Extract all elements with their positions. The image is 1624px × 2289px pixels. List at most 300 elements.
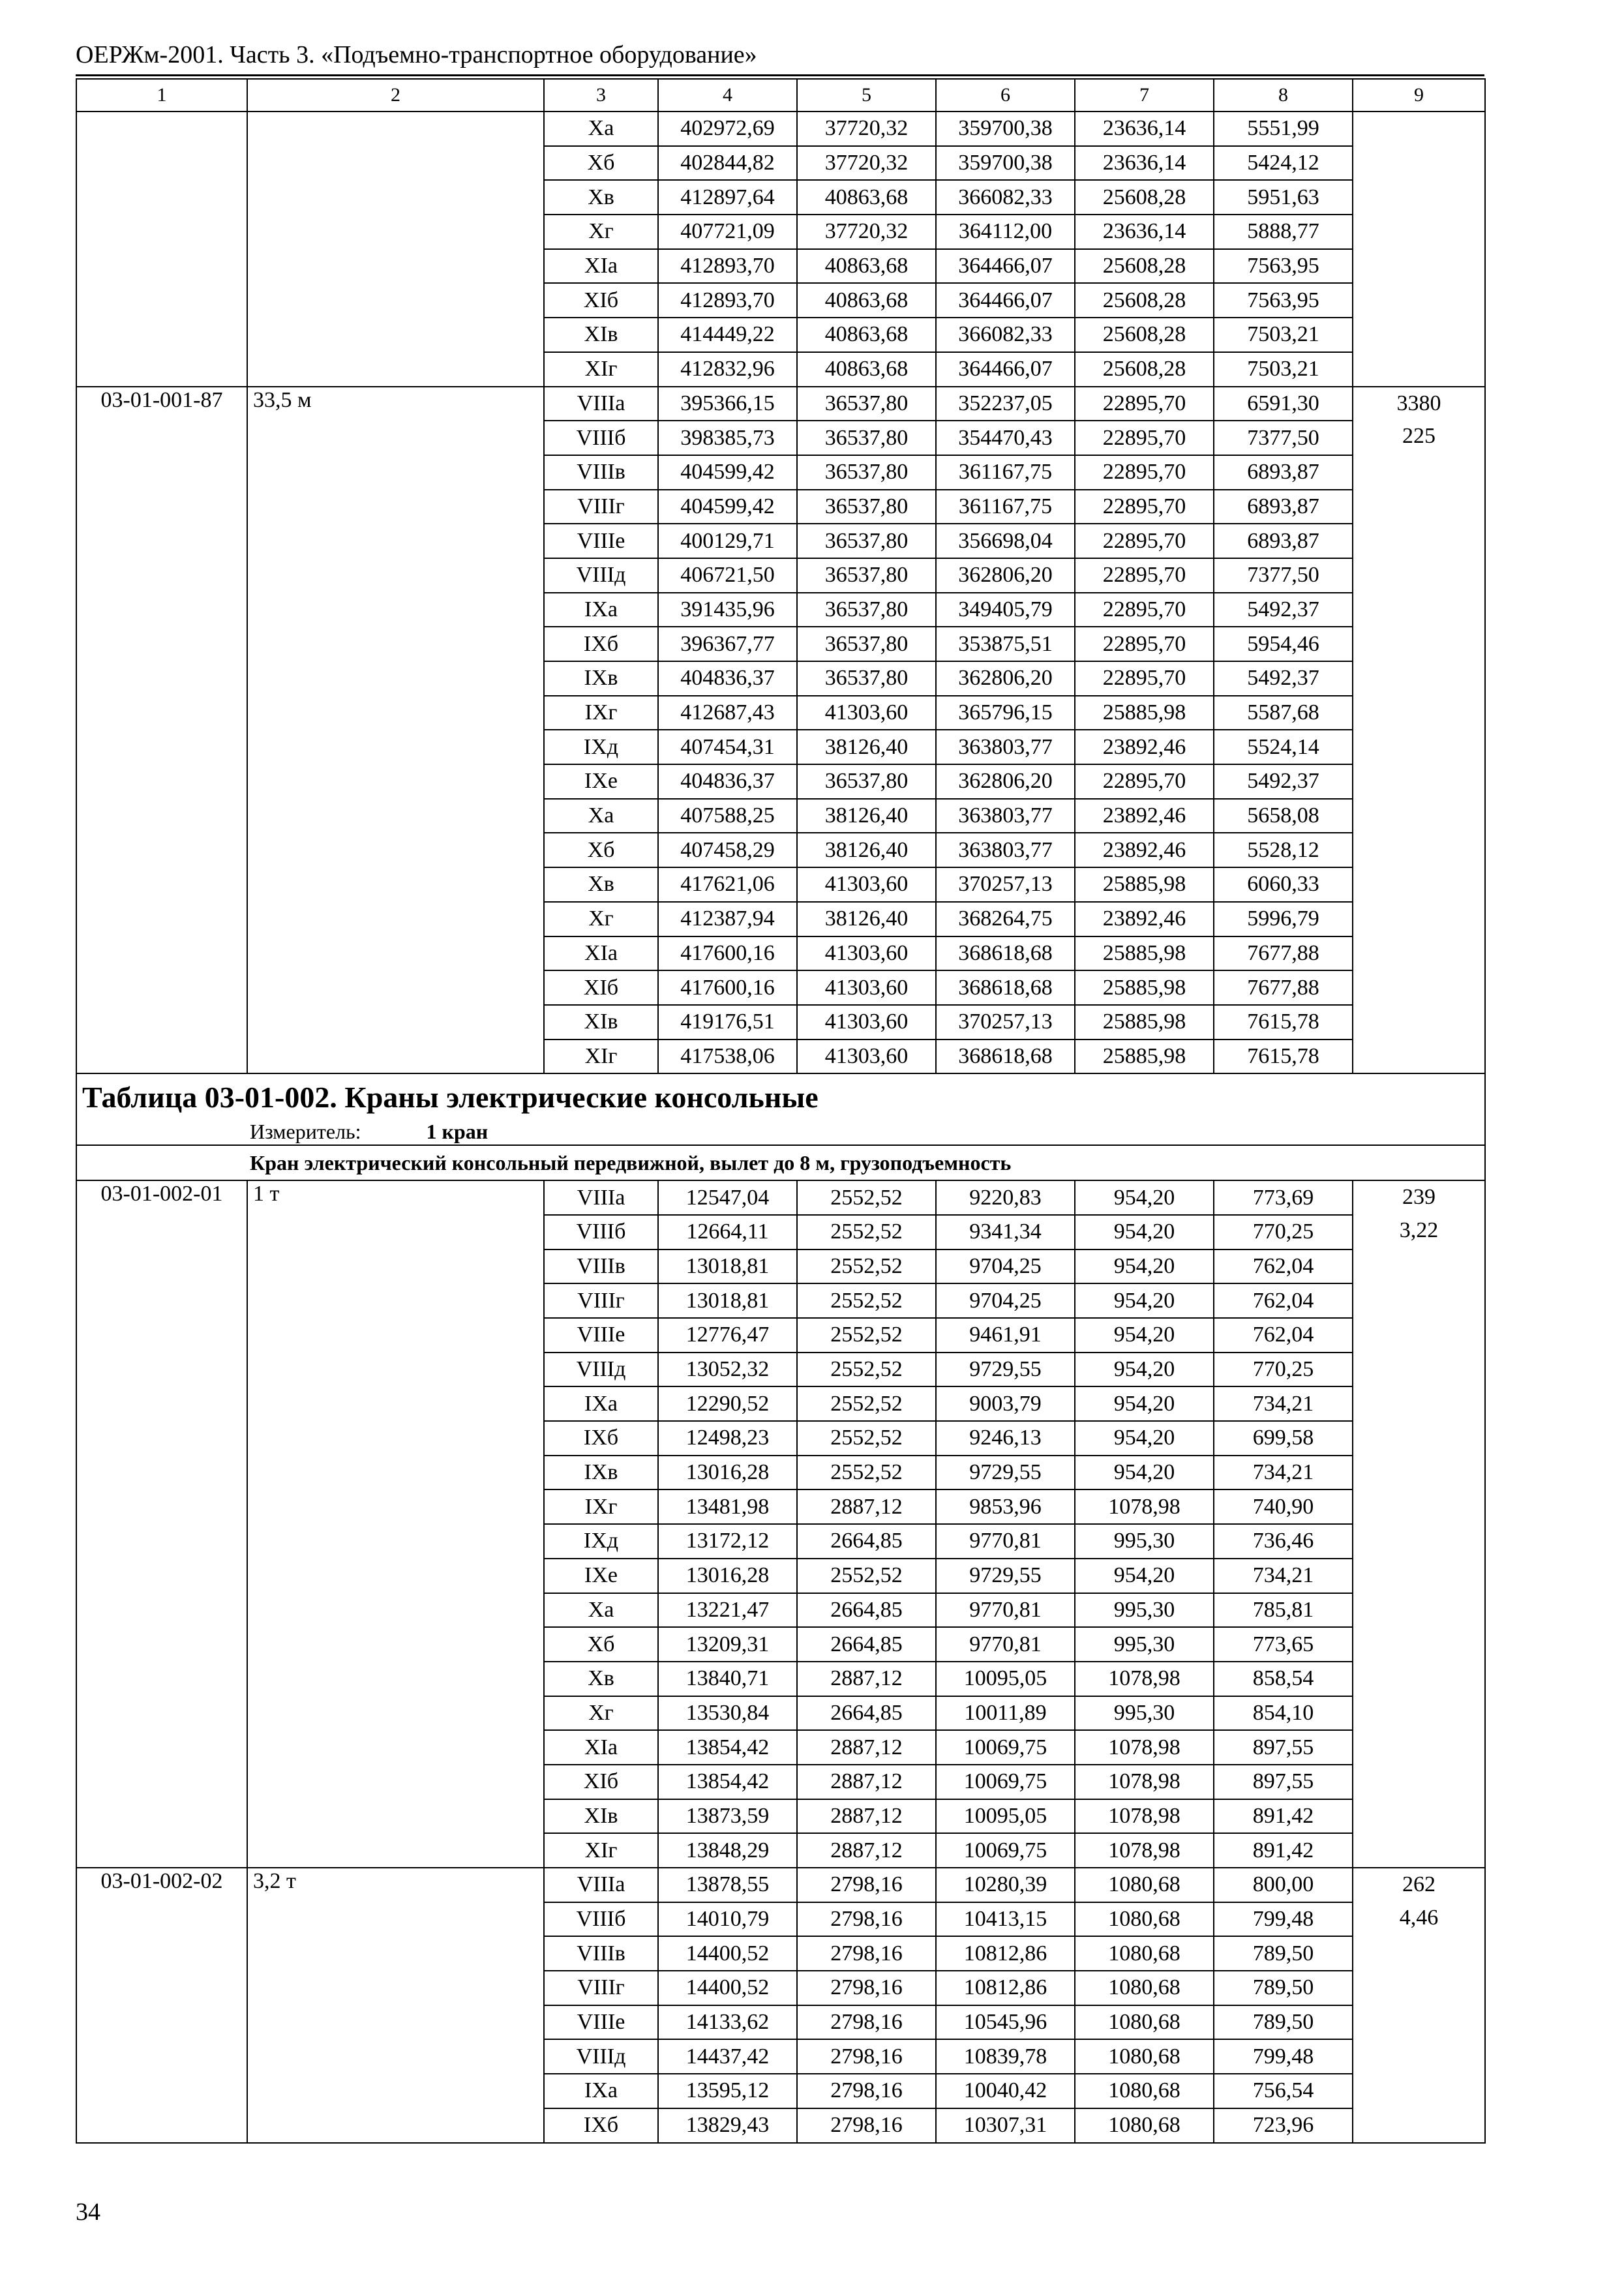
rate-name — [247, 112, 544, 387]
zone-cell: IXа — [544, 2074, 658, 2108]
value-cell: 36537,80 — [797, 661, 936, 696]
value-cell: 5996,79 — [1214, 902, 1353, 936]
table-2-heading — [76, 1073, 1485, 1180]
value-cell: 12664,11 — [658, 1215, 797, 1249]
value-cell: 13854,42 — [658, 1765, 797, 1799]
value-cell: 22895,70 — [1075, 490, 1214, 524]
column-number: 1 — [76, 79, 247, 112]
value-cell: 5492,37 — [1214, 764, 1353, 799]
value-cell: 10069,75 — [936, 1833, 1075, 1868]
zone-cell: IXб — [544, 2108, 658, 2143]
value-cell: 1080,68 — [1075, 1936, 1214, 1971]
value-cell: 13873,59 — [658, 1799, 797, 1834]
value-cell: 362806,20 — [936, 764, 1075, 799]
value-cell: 7503,21 — [1214, 318, 1353, 352]
value-cell: 2552,52 — [797, 1283, 936, 1318]
zone-cell: XIв — [544, 1799, 658, 1834]
value-cell: 23892,46 — [1075, 730, 1214, 764]
value-cell: 2552,52 — [797, 1215, 936, 1249]
value-cell: 404836,37 — [658, 661, 797, 696]
value-cell: 363803,77 — [936, 730, 1075, 764]
value-cell: 10839,78 — [936, 2039, 1075, 2074]
value-cell: 2798,16 — [797, 1902, 936, 1937]
value-cell: 891,42 — [1214, 1799, 1353, 1834]
labor-cell — [1353, 1180, 1485, 1868]
value-cell: 412687,43 — [658, 696, 797, 730]
value-cell: 22895,70 — [1075, 524, 1214, 558]
value-cell: 402972,69 — [658, 112, 797, 146]
value-cell: 36537,80 — [797, 490, 936, 524]
value-cell: 9729,55 — [936, 1456, 1075, 1490]
value-cell: 9770,81 — [936, 1627, 1075, 1662]
value-cell: 366082,33 — [936, 318, 1075, 352]
value-cell: 9341,34 — [936, 1215, 1075, 1249]
value-cell: 954,20 — [1075, 1249, 1214, 1284]
value-cell: 364466,07 — [936, 352, 1075, 387]
zone-cell: VIIIе — [544, 2005, 658, 2040]
header-rule — [76, 74, 1484, 76]
value-cell: 354470,43 — [936, 421, 1075, 455]
value-cell: 22895,70 — [1075, 558, 1214, 593]
value-cell: 13221,47 — [658, 1593, 797, 1628]
value-cell: 417600,16 — [658, 936, 797, 971]
value-cell: 2664,85 — [797, 1627, 936, 1662]
value-cell: 10280,39 — [936, 1868, 1075, 1902]
value-cell: 789,50 — [1214, 1936, 1353, 1971]
value-cell: 2552,52 — [797, 1456, 936, 1490]
value-cell: 25885,98 — [1075, 696, 1214, 730]
value-cell: 9246,13 — [936, 1421, 1075, 1456]
value-cell: 414449,22 — [658, 318, 797, 352]
zone-cell: Xг — [544, 215, 658, 249]
value-cell: 362806,20 — [936, 661, 1075, 696]
value-cell: 40863,68 — [797, 180, 936, 215]
labor-value: 4,46 — [1399, 1905, 1439, 1930]
value-cell: 2887,12 — [797, 1489, 936, 1524]
value-cell: 756,54 — [1214, 2074, 1353, 2108]
value-cell: 2887,12 — [797, 1799, 936, 1834]
value-cell: 362806,20 — [936, 558, 1075, 593]
value-cell: 13854,42 — [658, 1730, 797, 1765]
value-cell: 762,04 — [1214, 1249, 1353, 1284]
value-cell: 36537,80 — [797, 558, 936, 593]
zone-cell: VIIIв — [544, 455, 658, 490]
section-title: Кран электрический консольный передвижной, вылет до 8 м, грузоподъемность — [76, 1145, 1485, 1180]
value-cell: 800,00 — [1214, 1868, 1353, 1902]
zone-cell: VIIIд — [544, 2039, 658, 2074]
value-cell: 25885,98 — [1075, 1005, 1214, 1040]
value-cell: 954,20 — [1075, 1283, 1214, 1318]
value-cell: 12290,52 — [658, 1386, 797, 1421]
value-cell: 734,21 — [1214, 1559, 1353, 1593]
value-cell: 897,55 — [1214, 1730, 1353, 1765]
page-number: 34 — [76, 2198, 100, 2226]
value-cell: 364466,07 — [936, 283, 1075, 318]
zone-cell: XIб — [544, 1765, 658, 1799]
zone-cell: XIв — [544, 1005, 658, 1040]
value-cell: 25608,28 — [1075, 352, 1214, 387]
rate-name: 3,2 т — [247, 1868, 544, 2143]
labor-cell — [1353, 387, 1485, 1074]
value-cell: 1078,98 — [1075, 1662, 1214, 1696]
zone-cell: IXв — [544, 1456, 658, 1490]
value-cell: 368618,68 — [936, 936, 1075, 971]
table-title-row — [76, 1073, 1485, 1118]
column-number: 3 — [544, 79, 658, 112]
value-cell: 41303,60 — [797, 970, 936, 1005]
value-cell: 40863,68 — [797, 352, 936, 387]
value-cell: 10069,75 — [936, 1765, 1075, 1799]
section-row — [76, 1145, 1485, 1180]
value-cell: 2798,16 — [797, 2108, 936, 2143]
value-cell: 770,25 — [1214, 1215, 1353, 1249]
value-cell: 417621,06 — [658, 867, 797, 902]
value-cell: 419176,51 — [658, 1005, 797, 1040]
value-cell: 785,81 — [1214, 1593, 1353, 1628]
value-cell: 1078,98 — [1075, 1489, 1214, 1524]
value-cell: 361167,75 — [936, 455, 1075, 490]
value-cell: 7615,78 — [1214, 1040, 1353, 1074]
value-cell: 364466,07 — [936, 249, 1075, 284]
value-cell: 38126,40 — [797, 833, 936, 867]
value-cell: 854,10 — [1214, 1696, 1353, 1731]
labor-cell — [1353, 112, 1485, 387]
value-cell: 5551,99 — [1214, 112, 1353, 146]
value-cell: 41303,60 — [797, 1040, 936, 1074]
value-cell: 2798,16 — [797, 2074, 936, 2108]
zone-cell: XIг — [544, 352, 658, 387]
zone-cell: IXе — [544, 764, 658, 799]
table-row — [76, 1180, 1485, 1215]
rate-name: 1 т — [247, 1180, 544, 1868]
value-cell: 1078,98 — [1075, 1799, 1214, 1834]
rate-name: 33,5 м — [247, 387, 544, 1074]
zone-cell: VIIIе — [544, 1318, 658, 1353]
value-cell: 2798,16 — [797, 2039, 936, 2074]
zone-cell: VIIIа — [544, 387, 658, 421]
value-cell: 891,42 — [1214, 1833, 1353, 1868]
value-cell: 23636,14 — [1075, 215, 1214, 249]
value-cell: 7377,50 — [1214, 558, 1353, 593]
value-cell: 736,46 — [1214, 1524, 1353, 1559]
price-table — [76, 78, 1486, 2144]
value-cell: 412832,96 — [658, 352, 797, 387]
value-cell: 6060,33 — [1214, 867, 1353, 902]
value-cell: 13530,84 — [658, 1696, 797, 1731]
meter-cell — [76, 1118, 1485, 1145]
value-cell: 404599,42 — [658, 455, 797, 490]
rate-code: 03-01-001-87 — [76, 387, 247, 1074]
value-cell: 1080,68 — [1075, 2039, 1214, 2074]
value-cell: 40863,68 — [797, 283, 936, 318]
value-cell: 10069,75 — [936, 1730, 1075, 1765]
value-cell: 412893,70 — [658, 249, 797, 284]
value-cell: 36537,80 — [797, 455, 936, 490]
value-cell: 23636,14 — [1075, 146, 1214, 181]
zone-cell: VIIIг — [544, 1283, 658, 1318]
value-cell: 366082,33 — [936, 180, 1075, 215]
value-cell: 23892,46 — [1075, 902, 1214, 936]
value-cell: 954,20 — [1075, 1318, 1214, 1353]
zone-cell: IXб — [544, 627, 658, 661]
value-cell: 5492,37 — [1214, 593, 1353, 627]
value-cell: 734,21 — [1214, 1456, 1353, 1490]
value-cell: 14437,42 — [658, 2039, 797, 2074]
value-cell: 770,25 — [1214, 1353, 1353, 1387]
column-numbers-row — [76, 79, 1485, 112]
value-cell: 954,20 — [1075, 1353, 1214, 1387]
value-cell: 1080,68 — [1075, 2108, 1214, 2143]
zone-cell: VIIIб — [544, 1215, 658, 1249]
value-cell: 349405,79 — [936, 593, 1075, 627]
value-cell: 7563,95 — [1214, 283, 1353, 318]
value-cell: 858,54 — [1214, 1662, 1353, 1696]
value-cell: 5658,08 — [1214, 799, 1353, 833]
meter-unit: 1 кран — [426, 1120, 489, 1144]
value-cell: 789,50 — [1214, 2005, 1353, 2040]
value-cell: 2798,16 — [797, 1971, 936, 2005]
value-cell: 370257,13 — [936, 1005, 1075, 1040]
value-cell: 25608,28 — [1075, 180, 1214, 215]
value-cell: 9770,81 — [936, 1593, 1075, 1628]
zone-cell: VIIIа — [544, 1868, 658, 1902]
value-cell: 22895,70 — [1075, 627, 1214, 661]
value-cell: 12547,04 — [658, 1180, 797, 1215]
value-cell: 13018,81 — [658, 1249, 797, 1284]
value-cell: 23636,14 — [1075, 112, 1214, 146]
value-cell: 2552,52 — [797, 1180, 936, 1215]
value-cell: 5528,12 — [1214, 833, 1353, 867]
zone-cell: VIIIв — [544, 1936, 658, 1971]
zone-cell: Xв — [544, 1662, 658, 1696]
column-number: 4 — [658, 79, 797, 112]
value-cell: 2887,12 — [797, 1765, 936, 1799]
document-header: ОЕРЖм-2001. Часть 3. «Подъемно-транспортное оборудование» — [76, 41, 757, 68]
zone-cell: VIIIд — [544, 558, 658, 593]
zone-cell: IXг — [544, 696, 658, 730]
value-cell: 400129,71 — [658, 524, 797, 558]
value-cell: 6893,87 — [1214, 524, 1353, 558]
value-cell: 13016,28 — [658, 1456, 797, 1490]
value-cell: 407588,25 — [658, 799, 797, 833]
value-cell: 38126,40 — [797, 902, 936, 936]
value-cell: 6893,87 — [1214, 490, 1353, 524]
value-cell: 365796,15 — [936, 696, 1075, 730]
value-cell: 5424,12 — [1214, 146, 1353, 181]
value-cell: 412893,70 — [658, 283, 797, 318]
value-cell: 13018,81 — [658, 1283, 797, 1318]
value-cell: 14010,79 — [658, 1902, 797, 1937]
value-cell: 5492,37 — [1214, 661, 1353, 696]
value-cell: 13595,12 — [658, 2074, 797, 2108]
value-cell: 9729,55 — [936, 1353, 1075, 1387]
value-cell: 2552,52 — [797, 1386, 936, 1421]
zone-cell: VIIIв — [544, 1249, 658, 1284]
value-cell: 391435,96 — [658, 593, 797, 627]
value-cell: 7677,88 — [1214, 970, 1353, 1005]
column-number: 5 — [797, 79, 936, 112]
value-cell: 10095,05 — [936, 1662, 1075, 1696]
value-cell: 699,58 — [1214, 1421, 1353, 1456]
value-cell: 995,30 — [1075, 1593, 1214, 1628]
value-cell: 22895,70 — [1075, 421, 1214, 455]
value-cell: 25608,28 — [1075, 249, 1214, 284]
zone-cell: VIIIг — [544, 490, 658, 524]
value-cell: 5951,63 — [1214, 180, 1353, 215]
table-body-1 — [76, 79, 1485, 1073]
value-cell: 2552,52 — [797, 1249, 936, 1284]
value-cell: 2664,85 — [797, 1524, 936, 1559]
value-cell: 363803,77 — [936, 799, 1075, 833]
value-cell: 25885,98 — [1075, 1040, 1214, 1074]
value-cell: 40863,68 — [797, 249, 936, 284]
value-cell: 368618,68 — [936, 1040, 1075, 1074]
value-cell: 954,20 — [1075, 1456, 1214, 1490]
value-cell: 364112,00 — [936, 215, 1075, 249]
labor-value: 239 — [1402, 1185, 1436, 1210]
zone-cell: IXе — [544, 1559, 658, 1593]
value-cell: 995,30 — [1075, 1696, 1214, 1731]
value-cell: 395366,15 — [658, 387, 797, 421]
zone-cell: XIг — [544, 1833, 658, 1868]
value-cell: 9704,25 — [936, 1283, 1075, 1318]
value-cell: 13016,28 — [658, 1559, 797, 1593]
value-cell: 1080,68 — [1075, 1971, 1214, 2005]
value-cell: 22895,70 — [1075, 593, 1214, 627]
zone-cell: IXб — [544, 1421, 658, 1456]
value-cell: 1080,68 — [1075, 2005, 1214, 2040]
labor-cell — [1353, 1868, 1485, 2143]
value-cell: 36537,80 — [797, 387, 936, 421]
value-cell: 25608,28 — [1075, 283, 1214, 318]
zone-cell: VIIIа — [544, 1180, 658, 1215]
value-cell: 5954,46 — [1214, 627, 1353, 661]
zone-cell: Xа — [544, 1593, 658, 1628]
value-cell: 10812,86 — [936, 1971, 1075, 2005]
value-cell: 37720,32 — [797, 215, 936, 249]
value-cell: 734,21 — [1214, 1386, 1353, 1421]
value-cell: 7677,88 — [1214, 936, 1353, 971]
table-body-2 — [76, 1180, 1485, 2142]
zone-cell: Xг — [544, 902, 658, 936]
value-cell: 10413,15 — [936, 1902, 1075, 1937]
value-cell: 13481,98 — [658, 1489, 797, 1524]
rate-code: 03-01-002-01 — [76, 1180, 247, 1868]
value-cell: 10545,96 — [936, 2005, 1075, 2040]
value-cell: 1080,68 — [1075, 1868, 1214, 1902]
zone-cell: XIв — [544, 318, 658, 352]
value-cell: 2664,85 — [797, 1593, 936, 1628]
value-cell: 398385,73 — [658, 421, 797, 455]
column-number: 7 — [1075, 79, 1214, 112]
value-cell: 13848,29 — [658, 1833, 797, 1868]
zone-cell: IXа — [544, 1386, 658, 1421]
value-cell: 9729,55 — [936, 1559, 1075, 1593]
value-cell: 25608,28 — [1075, 318, 1214, 352]
labor-value: 3380 — [1396, 391, 1441, 415]
zone-cell: Xб — [544, 146, 658, 181]
value-cell: 13172,12 — [658, 1524, 797, 1559]
value-cell: 25885,98 — [1075, 936, 1214, 971]
value-cell: 22895,70 — [1075, 387, 1214, 421]
value-cell: 799,48 — [1214, 1902, 1353, 1937]
value-cell: 740,90 — [1214, 1489, 1353, 1524]
value-cell: 356698,04 — [936, 524, 1075, 558]
value-cell: 41303,60 — [797, 867, 936, 902]
value-cell: 897,55 — [1214, 1765, 1353, 1799]
value-cell: 9704,25 — [936, 1249, 1075, 1284]
value-cell: 2552,52 — [797, 1421, 936, 1456]
zone-cell: VIIIб — [544, 1902, 658, 1937]
value-cell: 9853,96 — [936, 1489, 1075, 1524]
value-cell: 406721,50 — [658, 558, 797, 593]
zone-cell: XIб — [544, 970, 658, 1005]
value-cell: 370257,13 — [936, 867, 1075, 902]
zone-cell: Xб — [544, 1627, 658, 1662]
table-row — [76, 112, 1485, 146]
value-cell: 13052,32 — [658, 1353, 797, 1387]
value-cell: 2552,52 — [797, 1559, 936, 1593]
value-cell: 5888,77 — [1214, 215, 1353, 249]
value-cell: 723,96 — [1214, 2108, 1353, 2143]
value-cell: 799,48 — [1214, 2039, 1353, 2074]
value-cell: 2552,52 — [797, 1318, 936, 1353]
value-cell: 407721,09 — [658, 215, 797, 249]
column-number: 6 — [936, 79, 1075, 112]
value-cell: 404599,42 — [658, 490, 797, 524]
value-cell: 38126,40 — [797, 730, 936, 764]
value-cell: 13878,55 — [658, 1868, 797, 1902]
zone-cell: VIIIг — [544, 1971, 658, 2005]
zone-cell: IXг — [544, 1489, 658, 1524]
value-cell: 954,20 — [1075, 1559, 1214, 1593]
zone-cell: XIа — [544, 1730, 658, 1765]
value-cell: 12498,23 — [658, 1421, 797, 1456]
value-cell: 22895,70 — [1075, 661, 1214, 696]
value-cell: 412897,64 — [658, 180, 797, 215]
meter-label: Измеритель: — [250, 1120, 361, 1144]
zone-cell: IXв — [544, 661, 658, 696]
value-cell: 13829,43 — [658, 2108, 797, 2143]
zone-cell: IXа — [544, 593, 658, 627]
value-cell: 9461,91 — [936, 1318, 1075, 1353]
value-cell: 368618,68 — [936, 970, 1075, 1005]
zone-cell: VIIIб — [544, 421, 658, 455]
column-number: 9 — [1353, 79, 1485, 112]
value-cell: 7377,50 — [1214, 421, 1353, 455]
zone-cell: Xб — [544, 833, 658, 867]
zone-cell: Xв — [544, 867, 658, 902]
value-cell: 6591,30 — [1214, 387, 1353, 421]
value-cell: 22895,70 — [1075, 764, 1214, 799]
value-cell: 10095,05 — [936, 1799, 1075, 1834]
value-cell: 41303,60 — [797, 1005, 936, 1040]
value-cell: 363803,77 — [936, 833, 1075, 867]
value-cell: 396367,77 — [658, 627, 797, 661]
labor-value: 225 — [1402, 424, 1436, 449]
table-row — [76, 1868, 1485, 1902]
value-cell: 14400,52 — [658, 1936, 797, 1971]
zone-cell: XIб — [544, 283, 658, 318]
value-cell: 37720,32 — [797, 146, 936, 181]
value-cell: 9770,81 — [936, 1524, 1075, 1559]
value-cell: 352237,05 — [936, 387, 1075, 421]
value-cell: 7615,78 — [1214, 1005, 1353, 1040]
value-cell: 361167,75 — [936, 490, 1075, 524]
value-cell: 773,69 — [1214, 1180, 1353, 1215]
value-cell: 23892,46 — [1075, 833, 1214, 867]
table-title: Таблица 03-01-002. Краны электрические консольные — [76, 1073, 1485, 1118]
